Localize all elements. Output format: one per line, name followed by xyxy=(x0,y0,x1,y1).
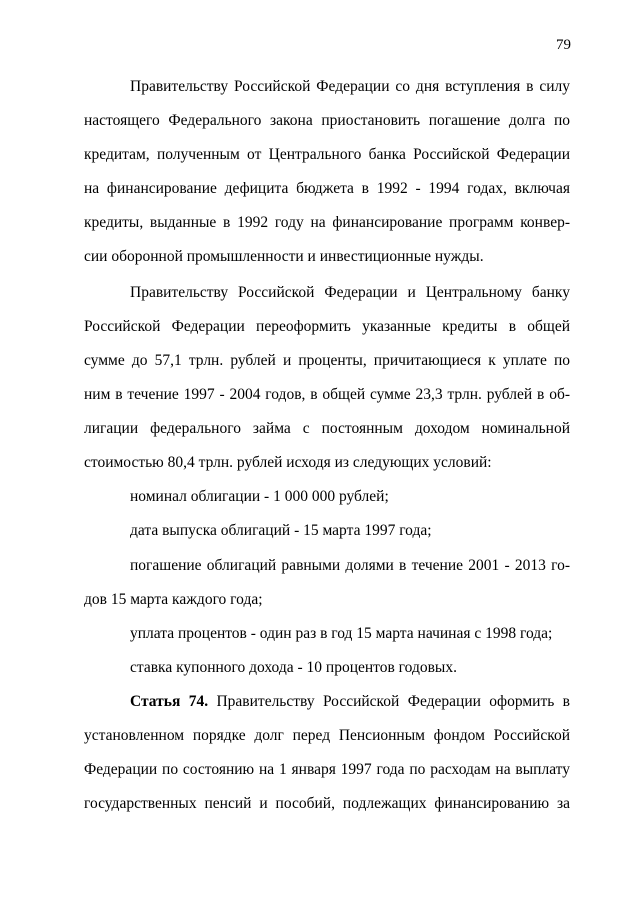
text-line: государственных пенсий и пособий, подлежащих финансированию за xyxy=(84,795,570,812)
page-number: 79 xyxy=(556,37,571,53)
text-line: кредиты, выданные в 1992 году на финансирование программ конвер- xyxy=(84,214,570,231)
text-line: Федерации по состоянию на 1 января 1997 года по расходам на выплату xyxy=(84,761,570,778)
text-line: Российской Федерации переоформить указанные кредиты в общей xyxy=(84,318,570,335)
text-line: установленном порядке долг перед Пенсионным фондом Российской xyxy=(84,727,570,744)
text-line: кредитам, полученным от Центрального банка Российской Федерации xyxy=(84,146,570,163)
article-first-line xyxy=(130,691,570,713)
text-line: Правительству Российской Федерации и Центральному банку xyxy=(130,284,570,301)
text-line: на финансирование дефицита бюджета в 1992 - 1994 годах, включая xyxy=(84,180,570,197)
text-line: лигации федерального займа с постоянным доходом номинальной xyxy=(84,420,570,437)
text-line: Правительству Российской Федерации со дня вступления в силу xyxy=(130,78,570,95)
text-line: настоящего Федерального закона приостановить погашение долга по xyxy=(84,112,570,129)
condition-item: ставка купонного дохода - 10 процентов годовых. xyxy=(130,659,457,676)
text-line: стоимостью 80,4 трлн. рублей исходя из следующих условий: xyxy=(84,454,492,471)
condition-item: погашение облигаций равными долями в течение 2001 - 2013 го- xyxy=(130,557,570,574)
text-line: сумме до 57,1 трлн. рублей и проценты, причитающиеся к уплате по xyxy=(84,352,570,369)
article-heading: Статья 74. xyxy=(130,693,209,710)
article-text: Правительству Российской Федерации оформить в xyxy=(216,693,571,710)
text-line: ним в течение 1997 - 2004 годов, в общей сумме 23,3 трлн. рублей в об- xyxy=(84,386,570,403)
condition-item: уплата процентов - один раз в год 15 марта начиная с 1998 года; xyxy=(130,625,553,642)
condition-item: дата выпуска облигаций - 15 марта 1997 года; xyxy=(130,522,432,539)
text-line: сии оборонной промышленности и инвестиционные нужды. xyxy=(84,248,484,265)
condition-item: номинал облигации - 1 000 000 рублей; xyxy=(130,488,389,505)
condition-item: дов 15 марта каждого года; xyxy=(84,591,263,608)
